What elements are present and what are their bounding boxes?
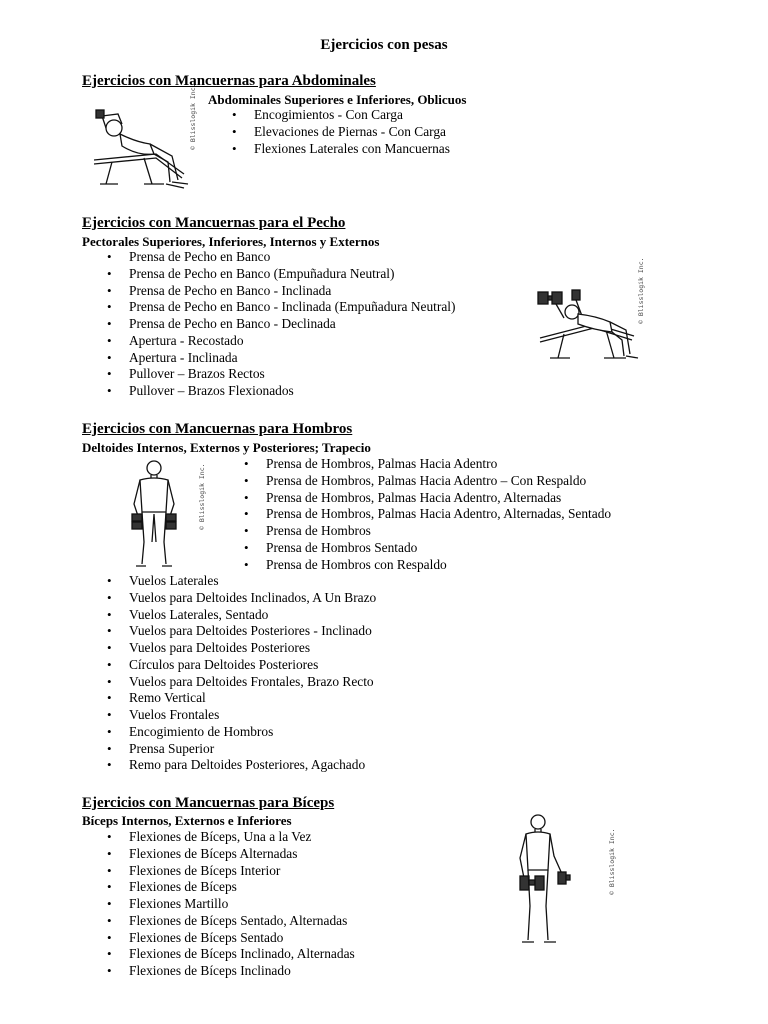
exercise-list-biceps [107,829,355,980]
list-item: • Flexiones de Bíceps Sentado [107,930,355,947]
list-item: • Remo Vertical [107,690,376,707]
list-item: • Vuelos Frontales [107,707,376,724]
list-item: • Vuelos para Deltoides Posteriores - Inclinado [107,623,376,640]
copyright-mark: © Blisslogik Inc. [608,828,616,895]
section-title-biceps: Ejercicios con Mancuernas para Bíceps [82,795,335,811]
list-item: • Remo para Deltoides Posteriores, Agachado [107,757,376,774]
list-item: • Pullover – Brazos Flexionados [107,383,455,400]
page-title: Ejercicios con pesas [320,37,448,53]
list-item: • Vuelos Laterales, Sentado [107,607,376,624]
list-item: • Prensa de Pecho en Banco - Inclinada [107,283,455,300]
list-item: • Círculos para Deltoides Posteriores [107,657,376,674]
list-item: • Prensa de Hombros, Palmas Hacia Adentro, Alternadas [244,490,611,507]
bicep-curl-illustration [514,812,576,948]
list-item: • Prensa de Hombros, Palmas Hacia Adentro, Alternadas, Sentado [244,506,611,523]
list-item: • Vuelos para Deltoides Frontales, Brazo Recto [107,674,376,691]
list-item: • Flexiones de Bíceps Inclinado, Alternadas [107,946,355,963]
list-item: • Prensa de Hombros [244,523,611,540]
list-item: • Elevaciones de Piernas - Con Carga [232,124,450,141]
exercise-list-pecho [107,249,455,400]
list-item: • Flexiones Martillo [107,896,355,913]
list-item: • Prensa de Hombros Sentado [244,540,611,557]
list-item: • Apertura - Recostado [107,333,455,350]
list-item: • Apertura - Inclinada [107,350,455,367]
section-subtitle-biceps: Bíceps Internos, Externos e Inferiores [82,813,292,828]
section-subtitle-pecho: Pectorales Superiores, Inferiores, Internos y Externos [82,234,380,249]
list-item: • Flexiones de Bíceps Interior [107,863,355,880]
list-item: • Flexiones de Bíceps Inclinado [107,963,355,980]
list-item: • Prensa de Pecho en Banco [107,249,455,266]
list-item: • Encogimiento de Hombros [107,724,376,741]
list-item: • Prensa de Pecho en Banco (Empuñadura Neutral) [107,266,455,283]
exercise-list-hombros-vuelos [107,573,376,774]
list-item: • Prensa de Pecho en Banco - Inclinada (Empuñadura Neutral) [107,299,455,316]
copyright-mark: © Blisslogik Inc. [637,257,645,324]
section-subtitle-abdominales: Abdominales Superiores e Inferiores, Oblicuos [208,92,467,107]
list-item: • Flexiones de Bíceps [107,879,355,896]
list-item: • Vuelos Laterales [107,573,376,590]
list-item: • Flexiones Laterales con Mancuernas [232,141,450,158]
list-item: • Prensa de Pecho en Banco - Declinada [107,316,455,333]
list-item: • Vuelos para Deltoides Posteriores [107,640,376,657]
list-item: • Pullover – Brazos Rectos [107,366,455,383]
list-item: • Vuelos para Deltoides Inclinados, A Un Brazo [107,590,376,607]
bench-press-illustration [534,282,644,364]
list-item: • Prensa de Hombros, Palmas Hacia Adentro [244,456,611,473]
list-item: • Prensa de Hombros, Palmas Hacia Adentro – Con Respaldo [244,473,611,490]
exercise-list-abdominales [232,107,450,157]
standing-shoulder-illustration [124,458,184,570]
section-title-hombros: Ejercicios con Mancuernas para Hombros [82,421,353,437]
list-item: • Flexiones de Bíceps Alternadas [107,846,355,863]
crunch-exercise-illustration [84,98,202,194]
list-item: • Encogimientos - Con Carga [232,107,450,124]
section-subtitle-hombros: Deltoides Internos, Externos y Posteriores; Trapecio [82,440,371,455]
copyright-mark: © Blisslogik Inc. [189,83,197,150]
list-item: • Flexiones de Bíceps, Una a la Vez [107,829,355,846]
copyright-mark: © Blisslogik Inc. [198,463,206,530]
list-item: • Prensa Superior [107,741,376,758]
list-item: • Flexiones de Bíceps Sentado, Alternadas [107,913,355,930]
exercise-list-hombros-prensa [244,456,611,573]
section-title-pecho: Ejercicios con Mancuernas para el Pecho [82,215,346,231]
section-title-abdominales: Ejercicios con Mancuernas para Abdominales [82,73,376,89]
list-item: • Prensa de Hombros con Respaldo [244,557,611,574]
